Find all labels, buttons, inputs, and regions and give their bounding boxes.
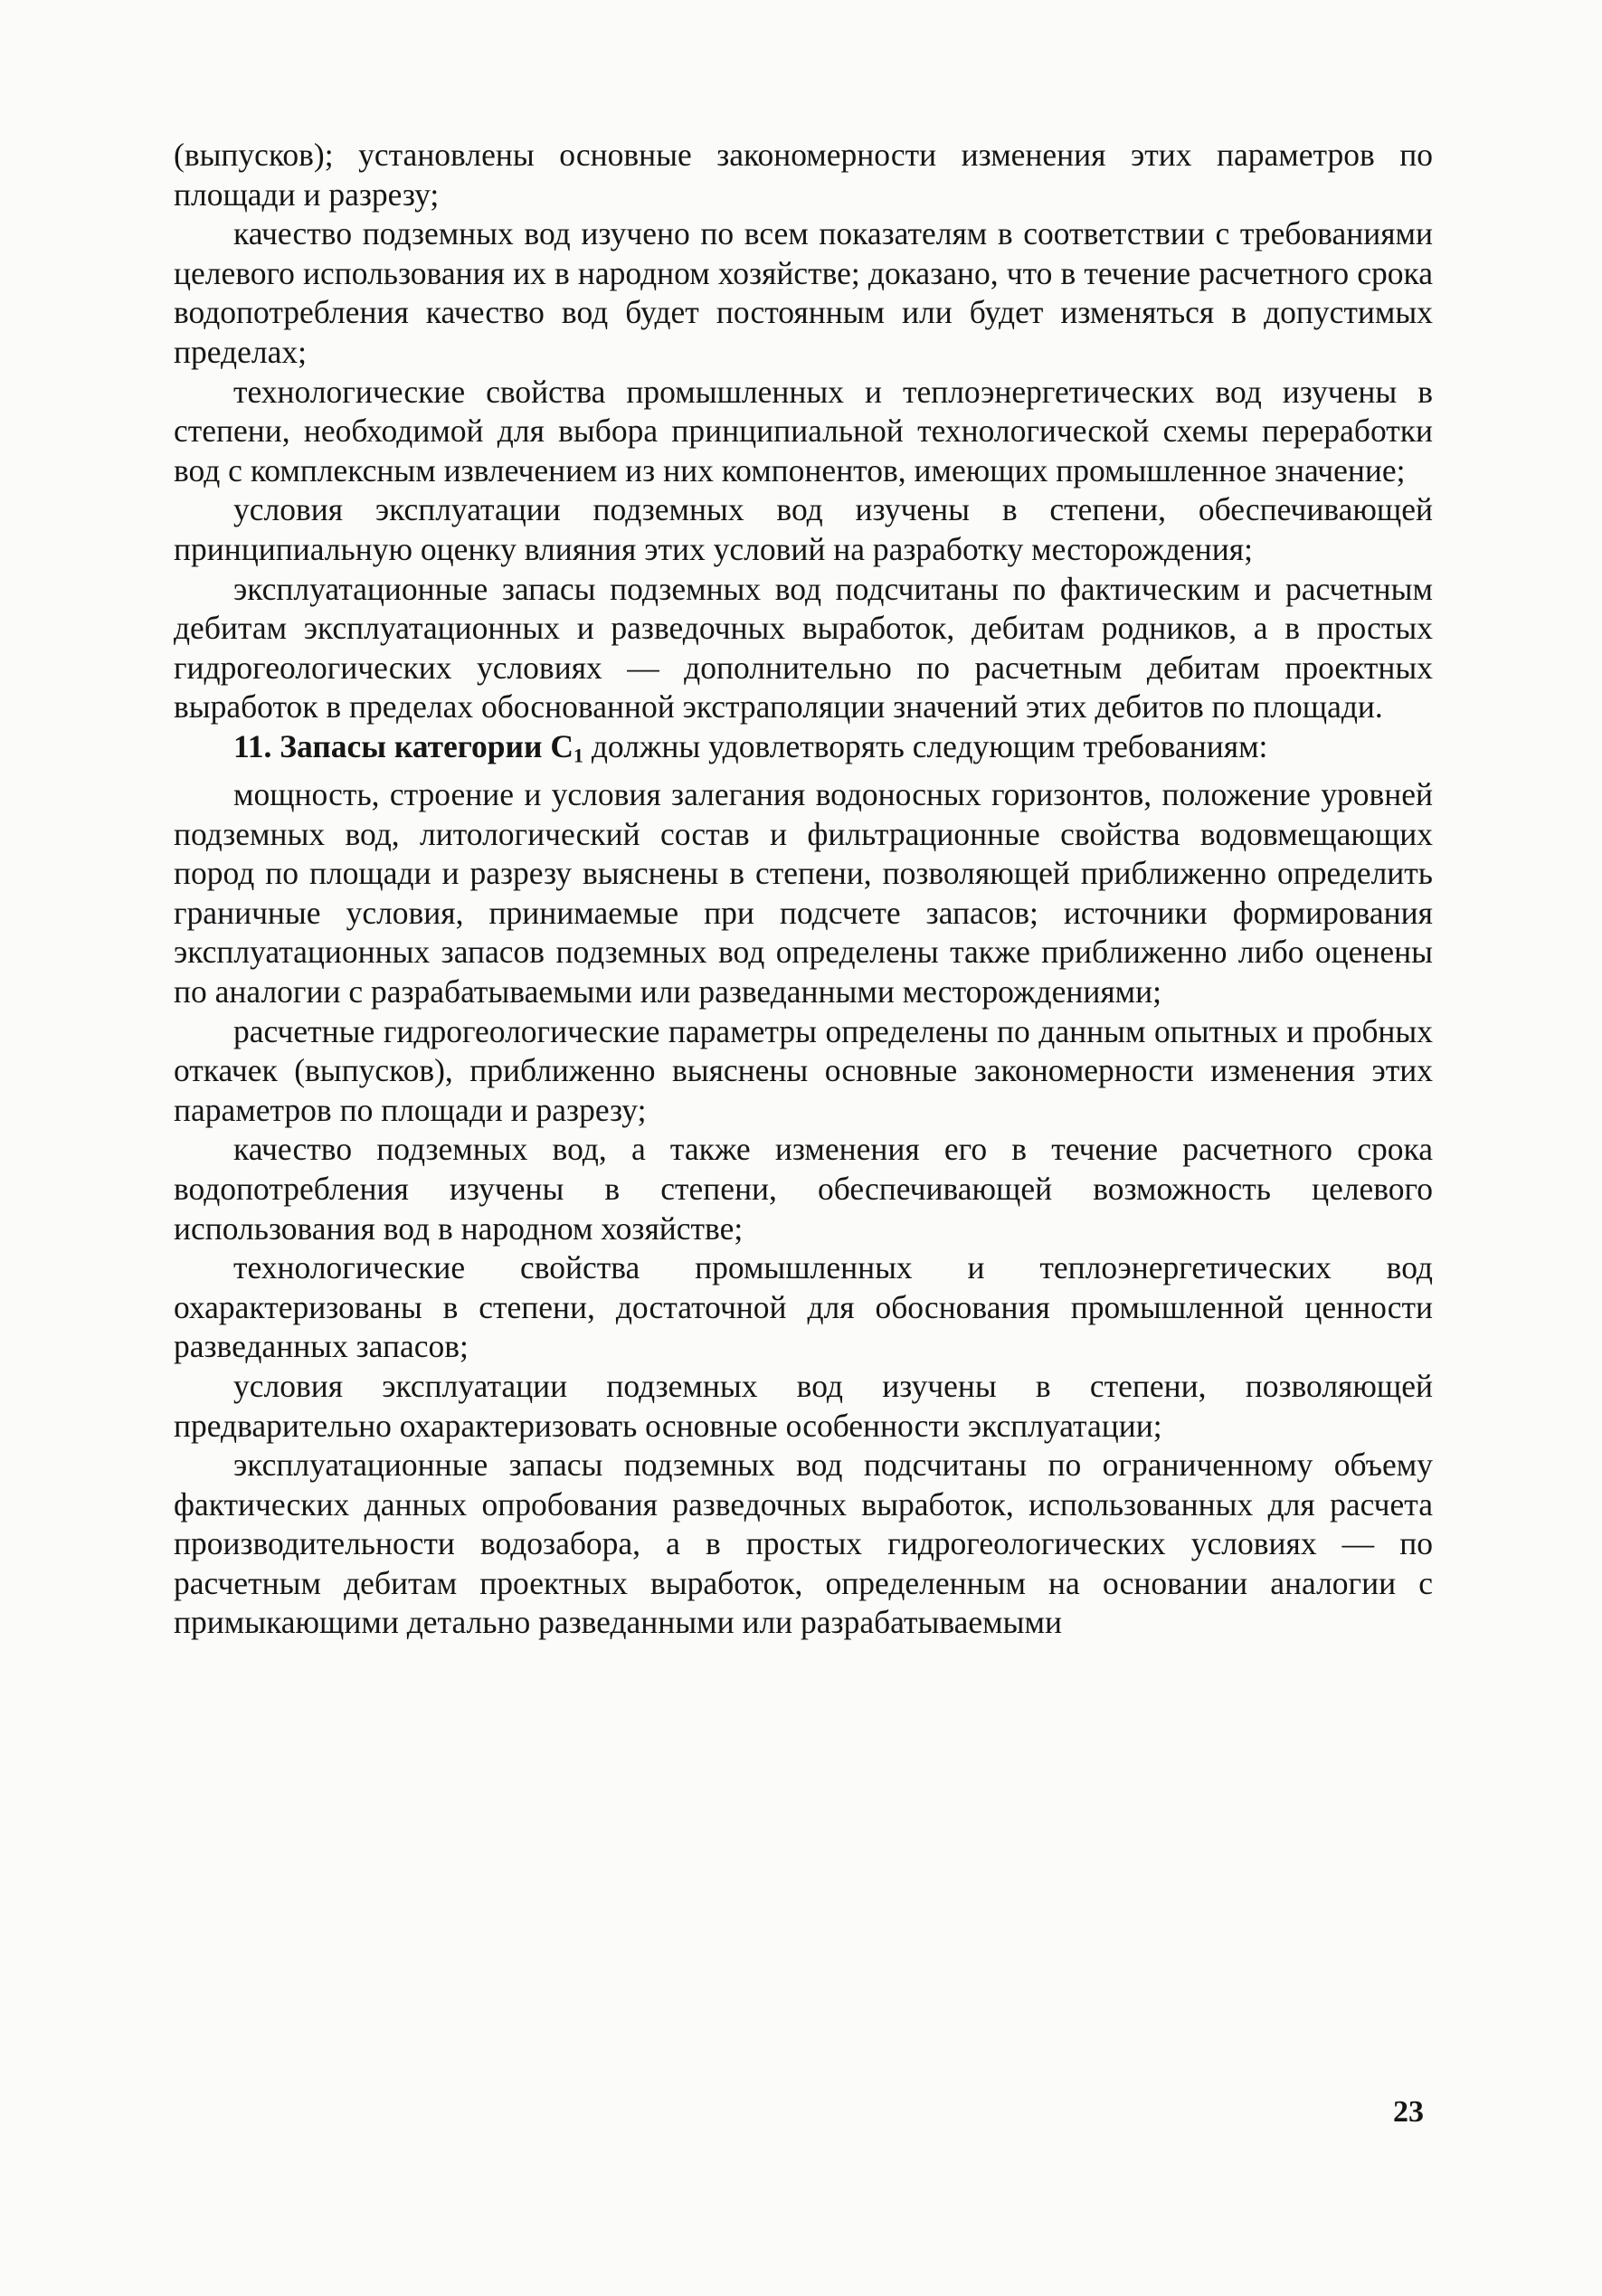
paragraph-3 xyxy=(174,373,1433,491)
paragraph-text: условия эксплуатации подземных вод изучены в степени, позволяющей предварительно охарактеризовать основные особенности эксплуатации; xyxy=(174,1367,1433,1444)
page-number: 23 xyxy=(1393,2095,1424,2129)
paragraph-text: качество подземных вод, а также изменения его в течение расчетного срока водопотребления изучены в степени, обеспечивающей возможность целевого использования вод в народном хозяйстве; xyxy=(174,1131,1433,1247)
paragraph-text: (выпусков); установлены основные закономерности изменения этих параметров по площади и разрезу; xyxy=(174,137,1433,213)
paragraph-7 xyxy=(174,775,1433,1012)
paragraph-text: эксплуатационные запасы подземных вод подсчитаны по ограниченному объему фактических данных опробования разведочных выработок, использованных для расчета производительности водозабора, а в простых гидрогеологических условиях — по расчетным дебитам проектных выработок, определенным на основании аналогии с примыкающими детально разведанными или разрабатываемыми xyxy=(174,1447,1433,1641)
paragraph-10 xyxy=(174,1248,1433,1367)
section-heading: Запасы категории С xyxy=(280,727,573,764)
section-number: 11. xyxy=(233,727,272,764)
category-subscript: 1 xyxy=(573,744,583,767)
paragraph-text: качество подземных вод изучено по всем показателям в соответствии с требованиями целевого использования их в народном хозяйстве; доказано, что в течение расчетного срока водопотребления качество вод будет постоянным или будет изменяться в допустимых пределах; xyxy=(174,215,1433,370)
paragraph-4 xyxy=(174,490,1433,569)
paragraph-text: расчетные гидрогеологические параметры определены по данным опытных и пробных откачек (выпусков), приближенно выяснены основные закономерности изменения этих параметров по площади и разрезу; xyxy=(174,1012,1433,1128)
paragraph-9 xyxy=(174,1130,1433,1248)
paragraph-text: должны удовлетворять следующим требованиям: xyxy=(591,727,1268,764)
paragraph-text: технологические свойства промышленных и теплоэнергетических вод охарактеризованы в степени, достаточной для обоснования промышленной ценности разведанных запасов; xyxy=(174,1249,1433,1365)
body-text xyxy=(174,136,1433,1643)
paragraph-text: технологические свойства промышленных и теплоэнергетических вод изучены в степени, необходимой для выбора принципиальной технологической схемы переработки вод с комплексным извлечением из них компонентов, имеющих промышленное значение; xyxy=(174,373,1433,489)
paragraph-11 xyxy=(174,1367,1433,1446)
paragraph-8 xyxy=(174,1012,1433,1131)
paragraph-2 xyxy=(174,214,1433,372)
paragraph-text: эксплуатационные запасы подземных вод подсчитаны по фактическим и расчетным дебитам эксплуатационных и разведочных выработок, дебитам родников, а в простых гидрогеологических условиях — дополнительно по расчетным дебитам проектных выработок в пределах обоснованной экстраполяции значений этих дебитов по площади. xyxy=(174,570,1433,726)
paragraph-1 xyxy=(174,136,1433,214)
paragraph-12 xyxy=(174,1446,1433,1643)
paragraph-text: условия эксплуатации подземных вод изучены в степени, обеспечивающей принципиальную оценку влияния этих условий на разработку месторождения; xyxy=(174,491,1433,567)
paragraph-text: мощность, строение и условия залегания водоносных горизонтов, положение уровней подземных вод, литологический состав и фильтрационные свойства водовмещающих пород по площади и разрезу выяснены в степени, позволяющей приближенно определить граничные условия, принимаемые при подсчете запасов; источники формирования эксплуатационных запасов подземных вод определены также приближенно либо оценены по аналогии с разрабатываемыми или разведанными месторождениями; xyxy=(174,776,1433,1010)
paragraph-5 xyxy=(174,570,1433,727)
section-11-heading-paragraph xyxy=(174,727,1433,775)
